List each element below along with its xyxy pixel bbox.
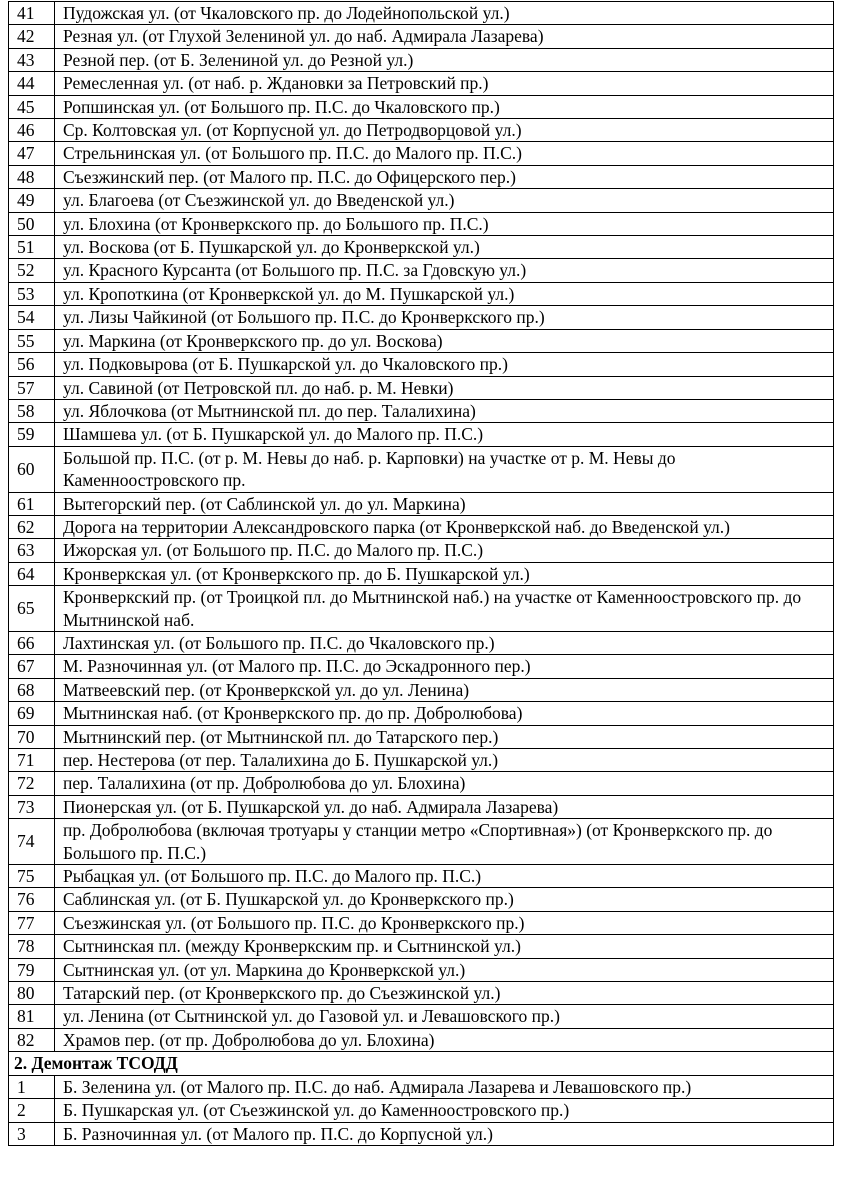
row-number: 3 <box>9 1122 55 1145</box>
table-row <box>9 678 834 701</box>
document-page <box>8 1 834 1146</box>
street-description: Ремесленная ул. (от наб. р. Ждановки за Петровский пр.) <box>55 72 834 95</box>
street-description: Съезжинская ул. (от Большого пр. П.С. до Кронверкского пр.) <box>55 911 834 934</box>
street-description: Храмов пер. (от пр. Добролюбова до ул. Блохина) <box>55 1028 834 1051</box>
row-number: 64 <box>9 562 55 585</box>
street-description: Резной пер. (от Б. Зелениной ул. до Резной ул.) <box>55 48 834 71</box>
row-number: 68 <box>9 678 55 701</box>
row-number: 59 <box>9 423 55 446</box>
row-number: 47 <box>9 142 55 165</box>
table-row <box>9 165 834 188</box>
table-row <box>9 446 834 492</box>
row-number: 48 <box>9 165 55 188</box>
table-row <box>9 982 834 1005</box>
row-number: 52 <box>9 259 55 282</box>
row-number: 62 <box>9 515 55 538</box>
street-description: Б. Пушкарская ул. (от Съезжинской ул. до Каменноостровского пр.) <box>55 1099 834 1122</box>
table-row <box>9 492 834 515</box>
street-description: Ижорская ул. (от Большого пр. П.С. до Малого пр. П.С.) <box>55 539 834 562</box>
table-row <box>9 958 834 981</box>
street-description: Вытегорский пер. (от Саблинской ул. до ул. Маркина) <box>55 492 834 515</box>
table-row <box>9 935 834 958</box>
street-description: Съезжинский пер. (от Малого пр. П.С. до Офицерского пер.) <box>55 165 834 188</box>
table-row <box>9 888 834 911</box>
row-number: 71 <box>9 749 55 772</box>
row-number: 55 <box>9 329 55 352</box>
row-number: 65 <box>9 586 55 632</box>
street-description: Лахтинская ул. (от Большого пр. П.С. до Чкаловского пр.) <box>55 631 834 654</box>
street-description: Рыбацкая ул. (от Большого пр. П.С. до Малого пр. П.С.) <box>55 865 834 888</box>
row-number: 60 <box>9 446 55 492</box>
row-number: 42 <box>9 25 55 48</box>
row-number: 70 <box>9 725 55 748</box>
table-row <box>9 95 834 118</box>
table-row <box>9 539 834 562</box>
table-row <box>9 72 834 95</box>
street-description: Сытнинская пл. (между Кронверкским пр. и Сытнинской ул.) <box>55 935 834 958</box>
row-number: 49 <box>9 189 55 212</box>
street-description: Мытнинский пер. (от Мытнинской пл. до Татарского пер.) <box>55 725 834 748</box>
street-description: Стрельнинская ул. (от Большого пр. П.С. до Малого пр. П.С.) <box>55 142 834 165</box>
row-number: 75 <box>9 865 55 888</box>
street-description: ул. Маркина (от Кронверкского пр. до ул. Воскова) <box>55 329 834 352</box>
street-description: М. Разночинная ул. (от Малого пр. П.С. до Эскадронного пер.) <box>55 655 834 678</box>
street-description: Б. Зеленина ул. (от Малого пр. П.С. до наб. Адмирала Лазарева и Левашовского пр.) <box>55 1075 834 1098</box>
table-row <box>9 376 834 399</box>
row-number: 82 <box>9 1028 55 1051</box>
table-row <box>9 911 834 934</box>
table-row <box>9 353 834 376</box>
street-list-table <box>8 1 834 1146</box>
row-number: 53 <box>9 282 55 305</box>
street-description: Дорога на территории Александровского парка (от Кронверкской наб. до Введенской ул.) <box>55 515 834 538</box>
table-row <box>9 702 834 725</box>
street-description: Пионерская ул. (от Б. Пушкарской ул. до наб. Адмирала Лазарева) <box>55 795 834 818</box>
table-row <box>9 2 834 25</box>
section-header-row <box>9 1052 834 1075</box>
street-description: Б. Разночинная ул. (от Малого пр. П.С. до Корпусной ул.) <box>55 1122 834 1145</box>
table-row <box>9 865 834 888</box>
street-description: ул. Кропоткина (от Кронверкской ул. до М. Пушкарской ул.) <box>55 282 834 305</box>
table-row <box>9 586 834 632</box>
table-row <box>9 142 834 165</box>
row-number: 61 <box>9 492 55 515</box>
street-description: Татарский пер. (от Кронверкского пр. до Съезжинской ул.) <box>55 982 834 1005</box>
street-description: пер. Талалихина (от пр. Добролюбова до ул. Блохина) <box>55 772 834 795</box>
table-row <box>9 189 834 212</box>
street-description: Большой пр. П.С. (от р. М. Невы до наб. р. Карповки) на участке от р. М. Невы до Каменноостровского пр. <box>55 446 834 492</box>
street-description: Сытнинская ул. (от ул. Маркина до Кронверкской ул.) <box>55 958 834 981</box>
row-number: 56 <box>9 353 55 376</box>
street-description: ул. Воскова (от Б. Пушкарской ул. до Кронверкской ул.) <box>55 236 834 259</box>
table-row <box>9 631 834 654</box>
street-description: ул. Благоева (от Съезжинской ул. до Введенской ул.) <box>55 189 834 212</box>
row-number: 58 <box>9 399 55 422</box>
table-row <box>9 515 834 538</box>
table-row <box>9 725 834 748</box>
table-row <box>9 25 834 48</box>
street-description: Матвеевский пер. (от Кронверкской ул. до ул. Ленина) <box>55 678 834 701</box>
table-body <box>9 2 834 1146</box>
row-number: 41 <box>9 2 55 25</box>
row-number: 80 <box>9 982 55 1005</box>
row-number: 77 <box>9 911 55 934</box>
row-number: 63 <box>9 539 55 562</box>
table-row <box>9 212 834 235</box>
row-number: 81 <box>9 1005 55 1028</box>
table-row <box>9 1099 834 1122</box>
row-number: 74 <box>9 819 55 865</box>
row-number: 2 <box>9 1099 55 1122</box>
table-row <box>9 1005 834 1028</box>
street-description: ул. Ленина (от Сытнинской ул. до Газовой ул. и Левашовского пр.) <box>55 1005 834 1028</box>
street-description: ул. Красного Курсанта (от Большого пр. П.С. за Гдовскую ул.) <box>55 259 834 282</box>
row-number: 51 <box>9 236 55 259</box>
table-row <box>9 236 834 259</box>
street-description: ул. Блохина (от Кронверкского пр. до Большого пр. П.С.) <box>55 212 834 235</box>
street-description: ул. Савиной (от Петровской пл. до наб. р. М. Невки) <box>55 376 834 399</box>
table-row <box>9 329 834 352</box>
row-number: 54 <box>9 306 55 329</box>
street-description: Кронверкский пр. (от Троицкой пл. до Мытнинской наб.) на участке от Каменноостровского пр. до Мытнинской наб. <box>55 586 834 632</box>
row-number: 1 <box>9 1075 55 1098</box>
row-number: 67 <box>9 655 55 678</box>
table-row <box>9 259 834 282</box>
table-row <box>9 772 834 795</box>
table-row <box>9 562 834 585</box>
row-number: 76 <box>9 888 55 911</box>
table-row <box>9 48 834 71</box>
row-number: 72 <box>9 772 55 795</box>
row-number: 78 <box>9 935 55 958</box>
street-description: Кронверкская ул. (от Кронверкского пр. до Б. Пушкарской ул.) <box>55 562 834 585</box>
row-number: 66 <box>9 631 55 654</box>
row-number: 69 <box>9 702 55 725</box>
street-description: ул. Лизы Чайкиной (от Большого пр. П.С. до Кронверкского пр.) <box>55 306 834 329</box>
table-row <box>9 1122 834 1145</box>
street-description: Шамшева ул. (от Б. Пушкарской ул. до Малого пр. П.С.) <box>55 423 834 446</box>
table-row <box>9 819 834 865</box>
street-description: Ропшинская ул. (от Большого пр. П.С. до Чкаловского пр.) <box>55 95 834 118</box>
street-description: Мытнинская наб. (от Кронверкского пр. до пр. Добролюбова) <box>55 702 834 725</box>
section-title: 2. Демонтаж ТСОДД <box>9 1052 834 1075</box>
table-row <box>9 1075 834 1098</box>
row-number: 44 <box>9 72 55 95</box>
row-number: 73 <box>9 795 55 818</box>
table-row <box>9 795 834 818</box>
street-description: Ср. Колтовская ул. (от Корпусной ул. до Петродворцовой ул.) <box>55 119 834 142</box>
street-description: ул. Яблочкова (от Мытнинской пл. до пер. Талалихина) <box>55 399 834 422</box>
row-number: 46 <box>9 119 55 142</box>
table-row <box>9 119 834 142</box>
street-description: ул. Подковырова (от Б. Пушкарской ул. до Чкаловского пр.) <box>55 353 834 376</box>
street-description: пр. Добролюбова (включая тротуары у станции метро «Спортивная») (от Кронверкского пр. до Большого пр. П.С.) <box>55 819 834 865</box>
table-row <box>9 282 834 305</box>
table-row <box>9 749 834 772</box>
street-description: Пудожская ул. (от Чкаловского пр. до Лодейнопольской ул.) <box>55 2 834 25</box>
row-number: 45 <box>9 95 55 118</box>
street-description: пер. Нестерова (от пер. Талалихина до Б. Пушкарской ул.) <box>55 749 834 772</box>
table-row <box>9 423 834 446</box>
street-description: Саблинская ул. (от Б. Пушкарской ул. до Кронверкского пр.) <box>55 888 834 911</box>
row-number: 50 <box>9 212 55 235</box>
table-row <box>9 399 834 422</box>
table-row <box>9 306 834 329</box>
row-number: 43 <box>9 48 55 71</box>
table-row <box>9 1028 834 1051</box>
street-description: Резная ул. (от Глухой Зелениной ул. до наб. Адмирала Лазарева) <box>55 25 834 48</box>
table-row <box>9 655 834 678</box>
row-number: 57 <box>9 376 55 399</box>
row-number: 79 <box>9 958 55 981</box>
